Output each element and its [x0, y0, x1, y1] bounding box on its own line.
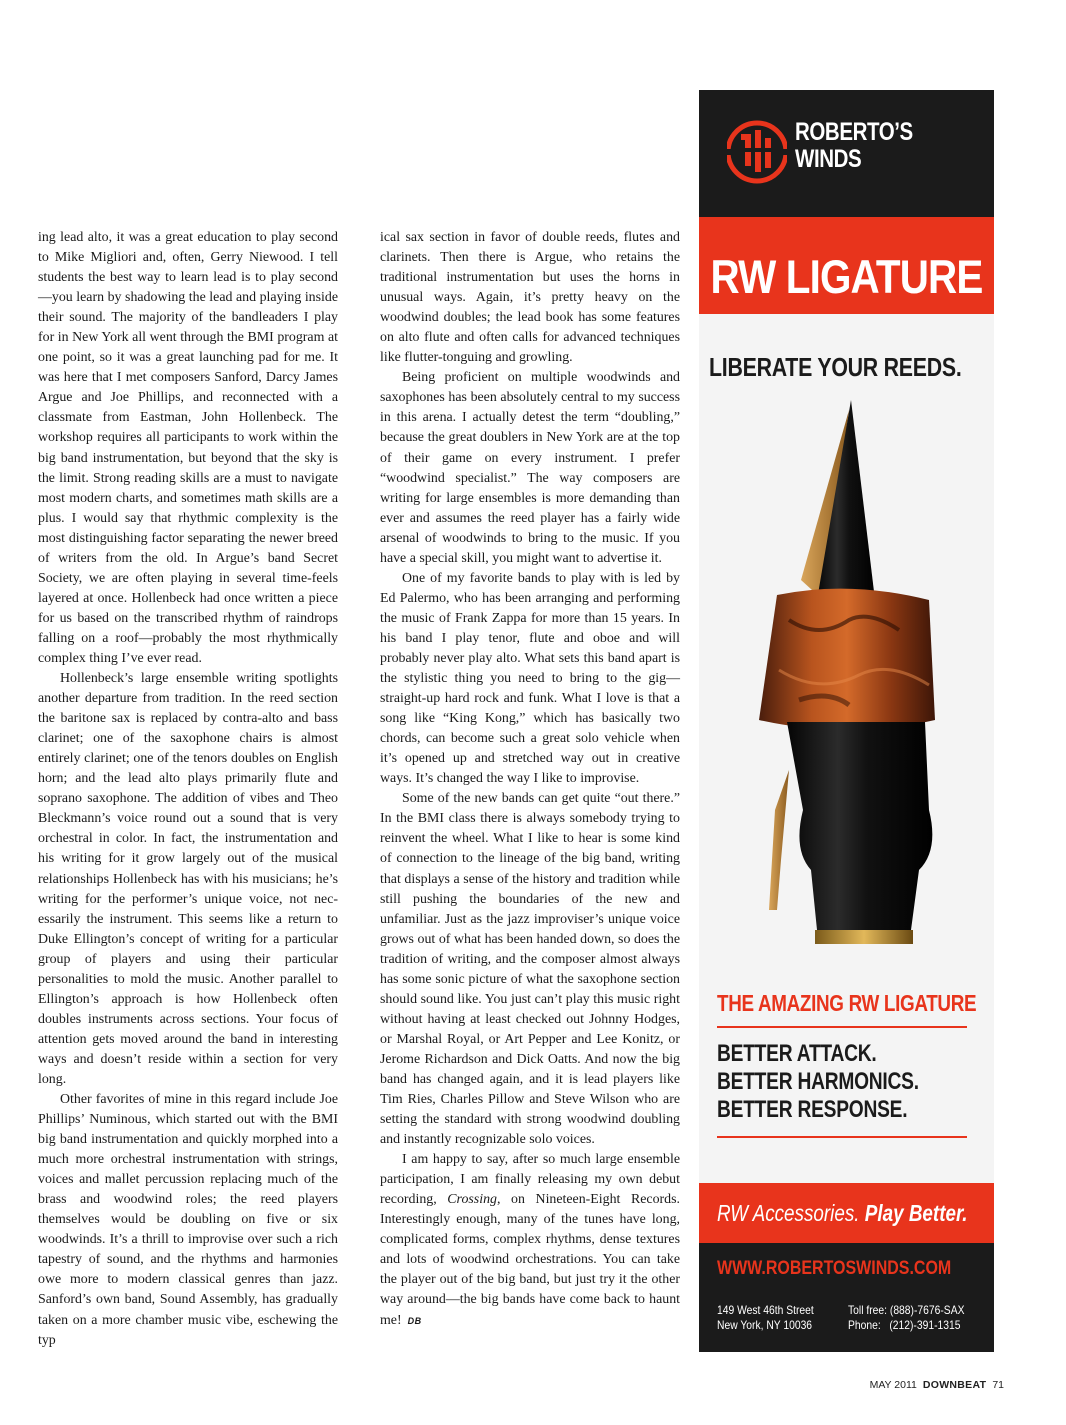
ad-brand-line2: WINDS	[795, 145, 862, 173]
ad-slogan-bold: Play Better.	[864, 1200, 968, 1226]
ad-slogan	[717, 1200, 968, 1227]
ad-benefit: BETTER ATTACK.	[717, 1040, 877, 1067]
article-paragraph: Hollenbeck’s large ensemble writing spotlights another departure from tradition. In the reed section the baritone sax is replaced by contra-alto and bass clarinet; one of the saxophone chairs is almost entirely clarinet; one of the tenors doubles on English horn; and the lead alto plays primarily flute and soprano saxophone. The addition of vibes and Theo Bleckmann’s voice round out a sound that is very orchestral in color. In fact, the instrumentation and his writing for it grow largely out of the musical relationships Hollenbeck has with his musicians; he’s writing for the performer’s unique voice, not necessarily the instrument. This seems like a return to Duke Ellington’s concept of writing for a particular group of players and using their particular personalities to mold the music. Another parallel to Ellington’s approach is how Hollenbeck often doubles instruments across sections. Your focus of attention gets moved around the band in interesting ways and doesn’t reside within a section for very long.	[38, 671, 338, 1087]
page-folio	[870, 1379, 1004, 1391]
ad-header	[699, 90, 994, 217]
article-paragraph: One of my favorite bands to play with is led by Ed Palermo, who has been arranging and performing the music of Frank Zappa for more than 15 years. In his band I play tenor, flute and oboe and will probably never play alto. What sets this band apart is the stylistic thing you need to bring to the gig—straight-up hard rock and funk. What I love is that a song like “King Kong,” which has basically two chords, can become such a great solo vehicle when it’s opened up and stretched way out in creative ways. It’s changed the way I like to improvise.	[380, 570, 680, 787]
ad-benefit: BETTER HARMONICS.	[717, 1068, 919, 1095]
ad-benefit-list	[717, 1040, 919, 1124]
ad-phone-label: Phone:	[848, 1318, 881, 1332]
ad-phones	[848, 1303, 964, 1333]
article-paragraph: I am happy to say, after so much large ensemble participation, I am finally releasing my own debut recording, Crossing, on Nineteen-Eight Records. Interestingly enough, many of the tunes have long, complicated forms, complex rhythms, dense textures and lots of woodwind orchestrations. You can take the player out of the big band, but just try it the other way around—the big bands have come back to haunt me! DB	[380, 1152, 680, 1328]
article-paragraph: ing lead alto, it was a great education to play second to Mike Migliori and, often, Gerry Niewood. I tell students the best way to learn lead is to play second—you learn by shadowing the lead and playing inside their sound. The majority of the bandleaders I play for in New York all went through the BMI program at one point, so it was a great launching pad for me. It was here that I met composers Sanford, Darcy James Argue and Joe Phillips, and reconnected with a classmate from Eastman, John Hollenbeck. The workshop requires all participants to work within the big band instrumentation, but beyond that the sky is the limit. Strong reading skills are a must to navigate most modern charts, and sometimes math skills are a plus. I would say that rhythmic complexity is the most distinguishing factor separating the newer breed of writers from the old. In Argue’s band Secret Society, we are often playing in several time-feels layered at once. Hollenbeck had once written a piece for us based on the transcribed rhythm of raindrops falling on a roof—probably the most rhythmically complex thing I’ve ever read.	[38, 230, 338, 666]
ad-phone	[848, 1318, 964, 1333]
ad-address	[717, 1303, 814, 1333]
ad-brand-name	[795, 119, 913, 173]
folio-date: MAY 2011	[869, 1379, 917, 1391]
ad-slogan-light: RW Accessories.	[717, 1200, 860, 1226]
article-paragraph: Some of the new bands can get quite “out there.” In the BMI class there is always somebody trying to reinvent the wheel. What I like to hear is some kind of connection to the lineage of the big band, writing that displays a sense of the history and tradition while still pushing the boundaries of the new and unfamiliar. Just as the jazz improviser’s unique voice grows out of what has been handed down, so does the tradition of writing, and the composer almost always has some sonic picture of what the saxophone section should sound like. You just can’t play this music right without having at least checked out Johnny Hodges, or Marshal Royal, or Art Pepper and Lee Konitz, or Jerome Richardson and Dick Oatts. And now the big band has changed again, and it is lead players like Tim Ries, Charles Pillow and Steve Wilson who are setting the standard with strong woodwind doubling and instantly recognizable solo voices.	[380, 791, 680, 1148]
ad-slogan-banner	[699, 1183, 994, 1243]
ad-tollfree-label: Toll free:	[848, 1303, 888, 1317]
article-paragraph: ical sax section in favor of double reeds, flutes and clarinets. Then there is Argue, who retains the traditional instrumentation but uses the horns in unusual ways. Again, it’s pretty heavy on the woodwind doubles; the lead book has some features on alto flute and often calls for advanced techniques like flutter-tonguing and growling.	[380, 230, 680, 366]
article-paragraph: Other favorites of mine in this regard include Joe Phillips’ Numinous, which started out with the BMI big band instrumentation and quickly morphed into a much more orchestral instrumentation with strings, voices and mallet percussion replacing much of the brass and woodwind roles; the reed players themselves would be doubling on five or six woodwinds. It’s a thrill to improvise over such a rich tapestry of sound, and the rhythms and harmonies owe more to modern classical genres than jazz. Sanford’s own band, Sound Assembly, has gradually taken on a more chamber music vibe, eschewing the typ	[38, 1092, 338, 1348]
article-column-left	[38, 228, 338, 1351]
ad-product-name: RW LIGATURE	[710, 250, 983, 303]
article-column-right	[380, 228, 680, 1331]
ad-contact-footer	[699, 1243, 994, 1352]
roberto-winds-logo-icon	[727, 120, 787, 184]
ad-product-banner	[699, 217, 994, 314]
ad-divider	[717, 1136, 967, 1138]
advertisement	[699, 90, 994, 1352]
folio-magazine: DOWNBEAT	[922, 1379, 987, 1391]
article-paragraph: Being proficient on multiple woodwinds and saxophones has been absolutely central to my success in this arena. I actually detest the term “doubling,” because the great doublers in New York are at the top of their game on every instrument. I prefer “woodwind specialist.” The way composers are writing for large ensembles is more demanding than ever and assumes the reed player has a fairly wide arsenal of woodwinds to bring to the music. If you have a special skill, you might want to advertise it.	[380, 370, 680, 566]
ad-website-link[interactable]: WWW.ROBERTOSWINDS.COM	[717, 1257, 952, 1279]
end-mark: DB	[407, 1315, 422, 1326]
ad-benefit: BETTER RESPONSE.	[717, 1096, 908, 1123]
folio-page-number: 71	[992, 1379, 1004, 1391]
mouthpiece-ligature-image	[719, 390, 974, 950]
ad-address-line: New York, NY 10036	[717, 1318, 813, 1332]
ad-tollfree-number: (888)-7676-SAX	[889, 1303, 965, 1317]
ad-address-line: 149 West 46th Street	[717, 1303, 814, 1317]
ad-brand-line1: ROBERTO’S	[795, 118, 913, 146]
ad-tagline: LIBERATE YOUR REEDS.	[709, 352, 962, 382]
ad-subhead: THE AMAZING RW LIGATURE	[717, 990, 977, 1016]
ad-divider	[717, 1026, 967, 1028]
ad-phone-number: (212)-391-1315	[889, 1318, 961, 1332]
ad-tollfree	[848, 1303, 964, 1318]
